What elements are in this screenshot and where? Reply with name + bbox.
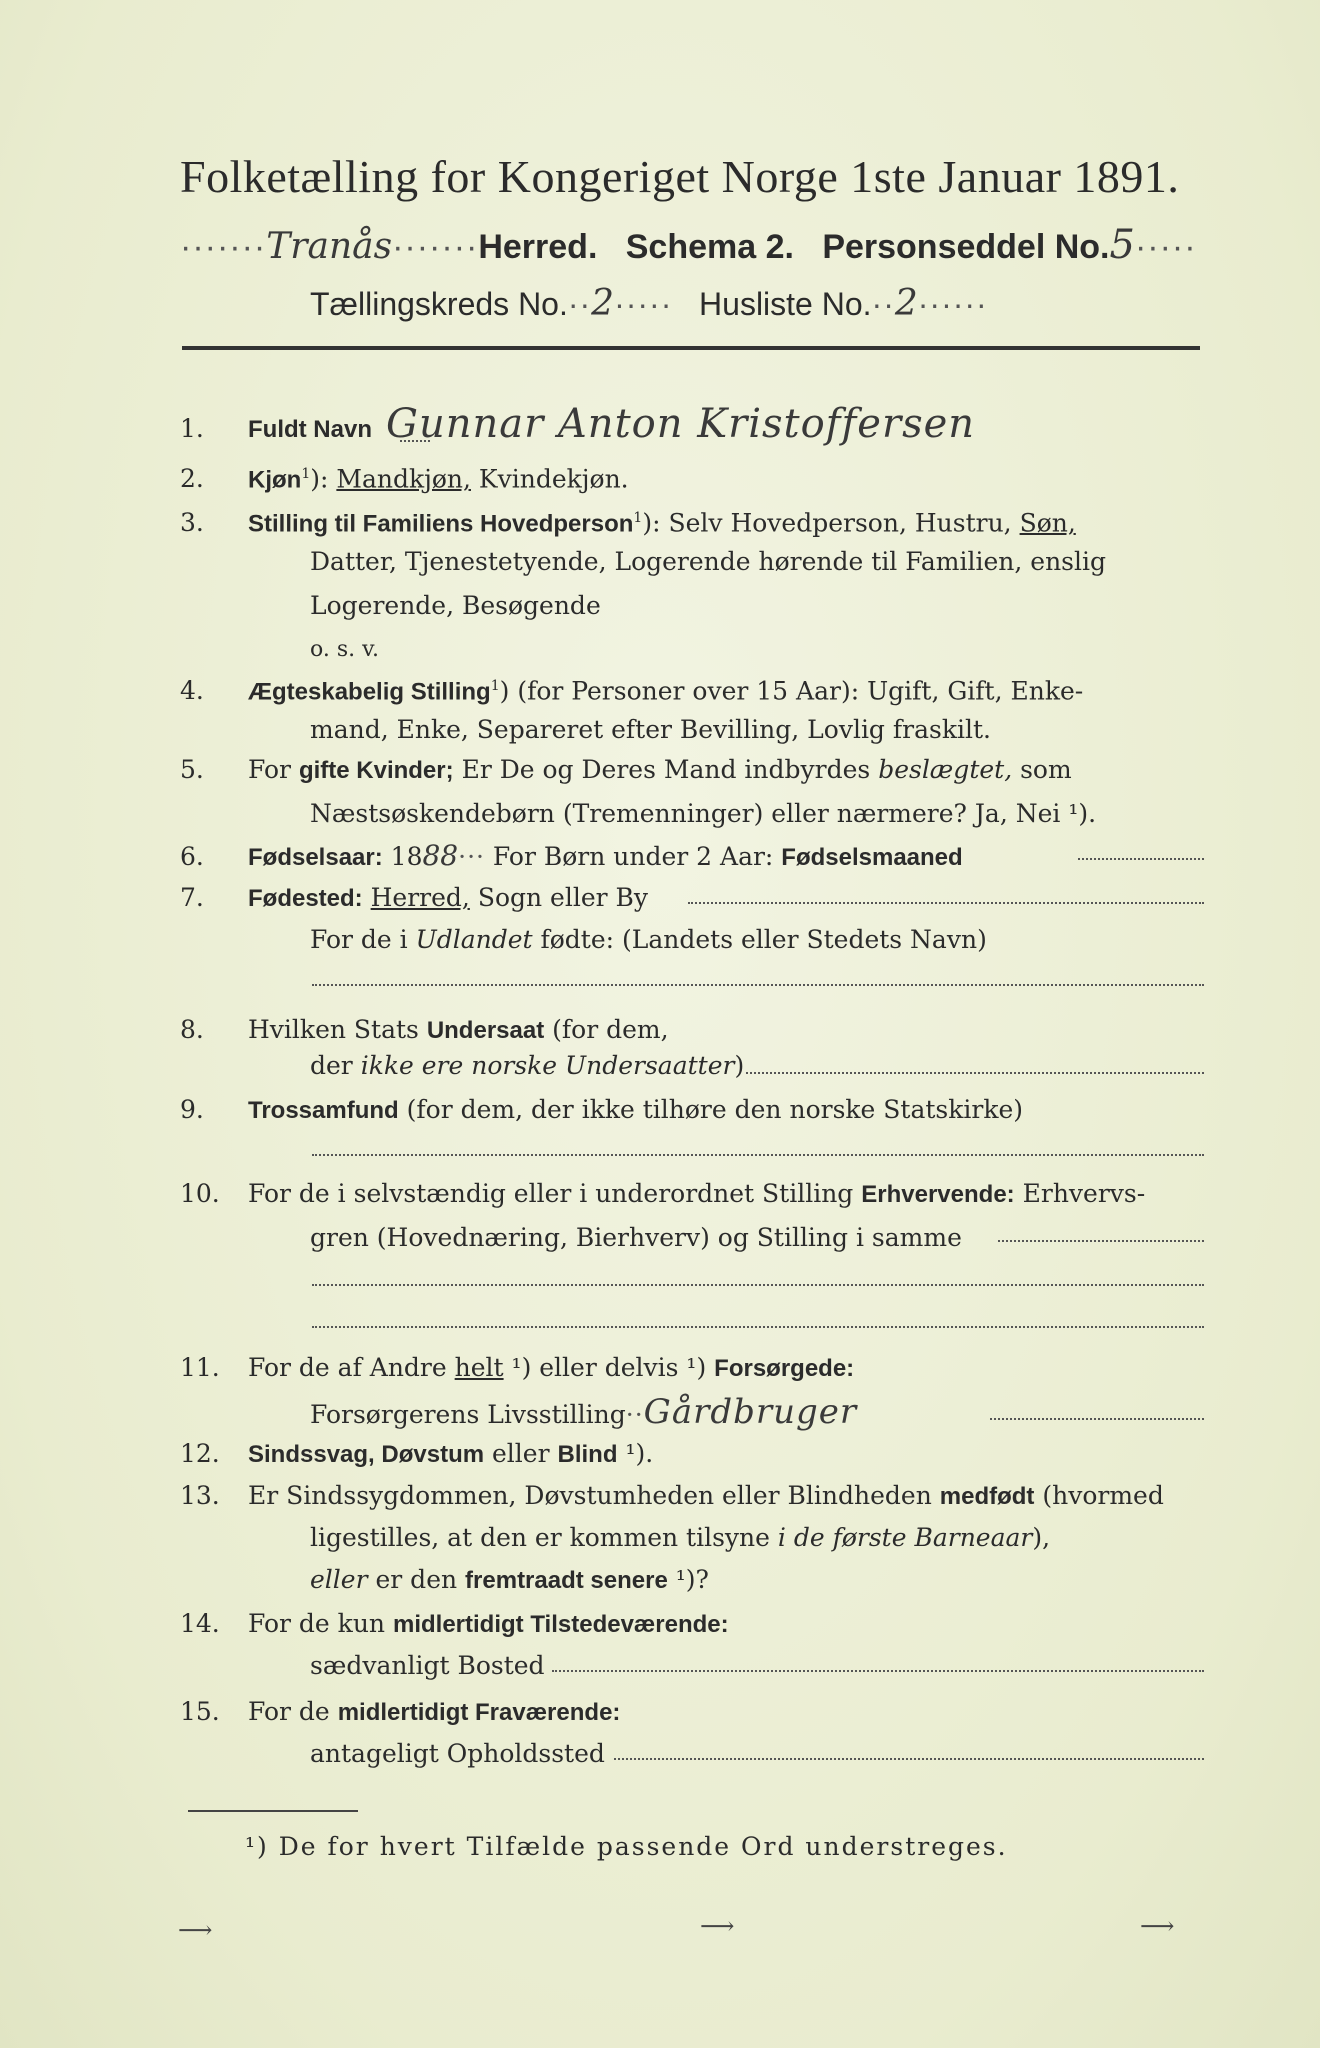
q5-line2: Næstsøskendebørn (Tremenninger) eller nærmere? Ja, Nei ¹). xyxy=(310,799,1097,828)
q14-line2: sædvanligt Bosted xyxy=(310,1651,545,1680)
q7-line2-a: For de i xyxy=(310,925,416,954)
q4-line1: ) (for Personer over 15 Aar): Ugift, Gift, Enke- xyxy=(499,676,1084,706)
q5-italic: beslægtet, xyxy=(878,755,1013,784)
q12-mid: eller xyxy=(484,1439,558,1468)
q9-row xyxy=(180,1088,1210,1133)
q12-row xyxy=(180,1432,1210,1477)
kreds-label: Tællingskreds No. xyxy=(310,286,568,322)
q6-dotline xyxy=(1078,858,1204,860)
q10-row xyxy=(180,1172,1210,1217)
kreds-value: 2 xyxy=(591,283,615,324)
husliste-dots: ·· xyxy=(871,286,895,322)
q6-number: 6. xyxy=(180,842,204,871)
q2-sup: 1 xyxy=(301,466,311,482)
q8-dotline xyxy=(746,1072,1204,1074)
q13-number: 13. xyxy=(180,1481,220,1510)
q10-end: Erhvervs- xyxy=(1014,1179,1146,1208)
q11-line2: Forsørgerens Livsstilling xyxy=(310,1400,626,1429)
q13-line3 xyxy=(310,1558,1210,1603)
q8-rest: (for dem, xyxy=(544,1015,669,1044)
q12-label: Sindssvag, Døvstum xyxy=(248,1441,485,1468)
herred-value: Tranås xyxy=(266,226,393,267)
q14-dotline xyxy=(552,1670,1204,1672)
q4-row xyxy=(180,664,1210,714)
q2-number: 2. xyxy=(180,464,204,494)
q8-line2-italic: ikke ere norske Undersaatter xyxy=(360,1051,735,1080)
q4-label: Ægteskabelig Stilling xyxy=(248,678,491,706)
q2-option-male: Mandkjøn, xyxy=(336,464,471,494)
q1-dotline xyxy=(400,440,430,442)
q11-dotline xyxy=(990,1418,1204,1420)
registration-mark-right: ⟶ xyxy=(1140,1912,1175,1940)
q6-year-value: 88 xyxy=(422,839,459,872)
q10-pre: For de i selvstændig eller i underordnet Stilling xyxy=(248,1179,862,1208)
q13-line2-italic: i de første Barneaar xyxy=(777,1523,1033,1552)
q7-label: Fødested: xyxy=(248,885,363,912)
footnote-rule xyxy=(188,1810,358,1812)
kreds-line xyxy=(310,283,1210,324)
q13-row xyxy=(180,1474,1210,1519)
q3-line3: Logerende, Besøgende xyxy=(310,591,601,620)
q2-rest: ): xyxy=(310,464,337,494)
q4-line2: mand, Enke, Separeret efter Bevilling, Lovlig fraskilt. xyxy=(310,715,991,744)
q10-dotline xyxy=(998,1240,1204,1242)
q6-mid: For Børn under 2 Aar: xyxy=(484,842,782,871)
q4-number: 4. xyxy=(180,676,204,706)
q15-pre: For de xyxy=(248,1697,338,1726)
q8-number: 8. xyxy=(180,1015,204,1044)
q1-name-value: Gunnar Anton Kristoffersen xyxy=(386,401,976,447)
q1-label: Fuldt Navn xyxy=(248,416,372,443)
q10-number: 10. xyxy=(180,1179,220,1208)
q9-rest: (for dem, der ikke tilhøre den norske Statskirke) xyxy=(398,1095,1024,1124)
q13-line3-a: er den xyxy=(367,1565,466,1594)
q9-number: 9. xyxy=(180,1095,204,1124)
q13-line2 xyxy=(310,1516,1210,1560)
q14-row xyxy=(180,1602,1210,1647)
q11-number: 11. xyxy=(180,1353,220,1382)
q11-line2-row xyxy=(310,1390,1210,1437)
q11-dots: ·· xyxy=(625,1400,644,1429)
q8-pre: Hvilken Stats xyxy=(248,1015,427,1044)
q14-pre: For de kun xyxy=(248,1609,393,1638)
q3-line4: o. s. v. xyxy=(310,637,379,662)
q3-option-son: Søn, xyxy=(1019,508,1076,538)
q7-line2-b: fødte: (Landets eller Stedets Navn) xyxy=(532,925,987,954)
header-rule xyxy=(182,346,1200,350)
personseddel-label: Personseddel No. xyxy=(822,228,1110,266)
q7-row xyxy=(180,876,1210,921)
personseddel-dots: ····· xyxy=(1134,228,1197,266)
q12-label2: Blind xyxy=(557,1441,618,1468)
q2-label: Kjøn xyxy=(248,466,302,494)
q2-option-female: Kvindekjøn. xyxy=(470,464,629,494)
q6-dots: ··· xyxy=(458,842,485,871)
q12-number: 12. xyxy=(180,1439,220,1468)
q15-label: midlertidigt Fraværende: xyxy=(337,1699,621,1726)
form-title: Folketælling for Kongeriget Norge 1ste Januar 1891. xyxy=(180,151,1180,202)
q7-dotline2 xyxy=(312,984,1204,986)
q3-number: 3. xyxy=(180,508,204,538)
q6-label: Fødselsaar: xyxy=(248,844,383,871)
q3-line1: ): Selv Hovedperson, Hustru, xyxy=(642,508,1020,538)
husliste-value: 2 xyxy=(894,283,918,324)
q3-row xyxy=(180,496,1210,546)
q13-line2-b: ), xyxy=(1032,1523,1051,1552)
q15-dotline xyxy=(614,1758,1204,1760)
herred-dots-trail: ······· xyxy=(392,228,479,266)
q13-label: medfødt xyxy=(939,1483,1035,1510)
q5-row xyxy=(180,748,1210,793)
q7-line2 xyxy=(310,918,1210,962)
q7-rest: Sogn eller By xyxy=(469,883,649,912)
q9-label: Trossamfund xyxy=(248,1097,399,1124)
q13-line2-a: ligestilles, at den er kommen tilsyne xyxy=(310,1523,778,1552)
q10-label: Erhvervende: xyxy=(861,1181,1015,1208)
q15-row xyxy=(180,1690,1210,1735)
q5-end: som xyxy=(1012,755,1072,784)
q8-line2-b: ) xyxy=(734,1051,745,1080)
q11-option-helt: helt xyxy=(454,1353,504,1382)
q5-pre: For xyxy=(248,755,299,784)
registration-mark-left: ⟶ xyxy=(178,1916,213,1944)
herred-label: Herred. xyxy=(478,228,598,266)
footnote: ¹) De for hvert Tilfælde passende Ord understreges. xyxy=(245,1832,1008,1861)
q11-pre: For de af Andre xyxy=(248,1353,455,1382)
q4-sup: 1 xyxy=(490,678,500,694)
q13-end: (hvormed xyxy=(1034,1481,1164,1510)
q7-number: 7. xyxy=(180,883,204,912)
q13-line3-italic: eller xyxy=(310,1565,368,1594)
kreds-dots-trail: ····· xyxy=(614,286,673,322)
q3-line2: Datter, Tjenestetyende, Logerende hørende til Familien, enslig xyxy=(310,547,1107,576)
q5-label: gifte Kvinder; xyxy=(298,757,454,784)
q11-mid: ¹) eller delvis ¹) xyxy=(503,1353,715,1382)
husliste-label: Husliste No. xyxy=(699,286,872,322)
personseddel-value: 5 xyxy=(1109,222,1135,268)
q6-prefix: 18 xyxy=(382,842,423,871)
q1-row xyxy=(180,402,1210,452)
q7-option-herred: Herred, xyxy=(370,883,470,912)
q8-line2-a: der xyxy=(310,1051,361,1080)
q5-mid: Er De og Deres Mand indbyrdes xyxy=(453,755,879,784)
q13-line3-label: fremtraadt senere xyxy=(465,1567,668,1594)
q13-line3-c: ¹)? xyxy=(667,1565,709,1594)
q10-dotline2 xyxy=(312,1284,1204,1286)
herred-dots-lead: ······· xyxy=(180,228,267,266)
q13-pre: Er Sindssygdommen, Døvstumheden eller Blindheden xyxy=(248,1481,940,1510)
q15-line2: antageligt Opholdssted xyxy=(310,1739,605,1768)
q7-dotline xyxy=(688,902,1204,904)
q3-sup: 1 xyxy=(633,510,643,526)
q6-label2: Fødselsmaaned xyxy=(781,844,963,871)
schema-label: Schema 2. xyxy=(625,228,794,266)
q12-end: ¹). xyxy=(617,1439,654,1468)
q7-line2-italic: Udlandet xyxy=(415,925,533,954)
q2-row xyxy=(180,452,1210,502)
registration-mark-center: ⟶ xyxy=(700,1912,735,1940)
q10-line2: gren (Hovednæring, Bierhverv) og Stilling i samme xyxy=(310,1223,962,1252)
q8-label: Undersaat xyxy=(426,1017,545,1044)
q10-dotline3 xyxy=(312,1326,1204,1328)
herred-line xyxy=(180,222,1200,268)
q8-line2 xyxy=(310,1044,1210,1088)
q9-dotline xyxy=(312,1154,1204,1156)
q15-number: 15. xyxy=(180,1697,220,1726)
q5-number: 5. xyxy=(180,755,204,784)
husliste-dots-trail: ······ xyxy=(917,286,988,322)
q1-number: 1. xyxy=(180,414,204,443)
q14-label: midlertidigt Tilstedeværende: xyxy=(392,1611,729,1638)
q11-label: Forsørgede: xyxy=(714,1355,855,1382)
q11-livsstilling-value: Gårdbruger xyxy=(643,1392,858,1432)
q3-label: Stilling til Familiens Hovedperson xyxy=(248,510,634,538)
q11-row xyxy=(180,1346,1210,1391)
kreds-dots: ·· xyxy=(567,286,592,322)
q14-number: 14. xyxy=(180,1609,220,1638)
q6-row xyxy=(180,834,1210,880)
